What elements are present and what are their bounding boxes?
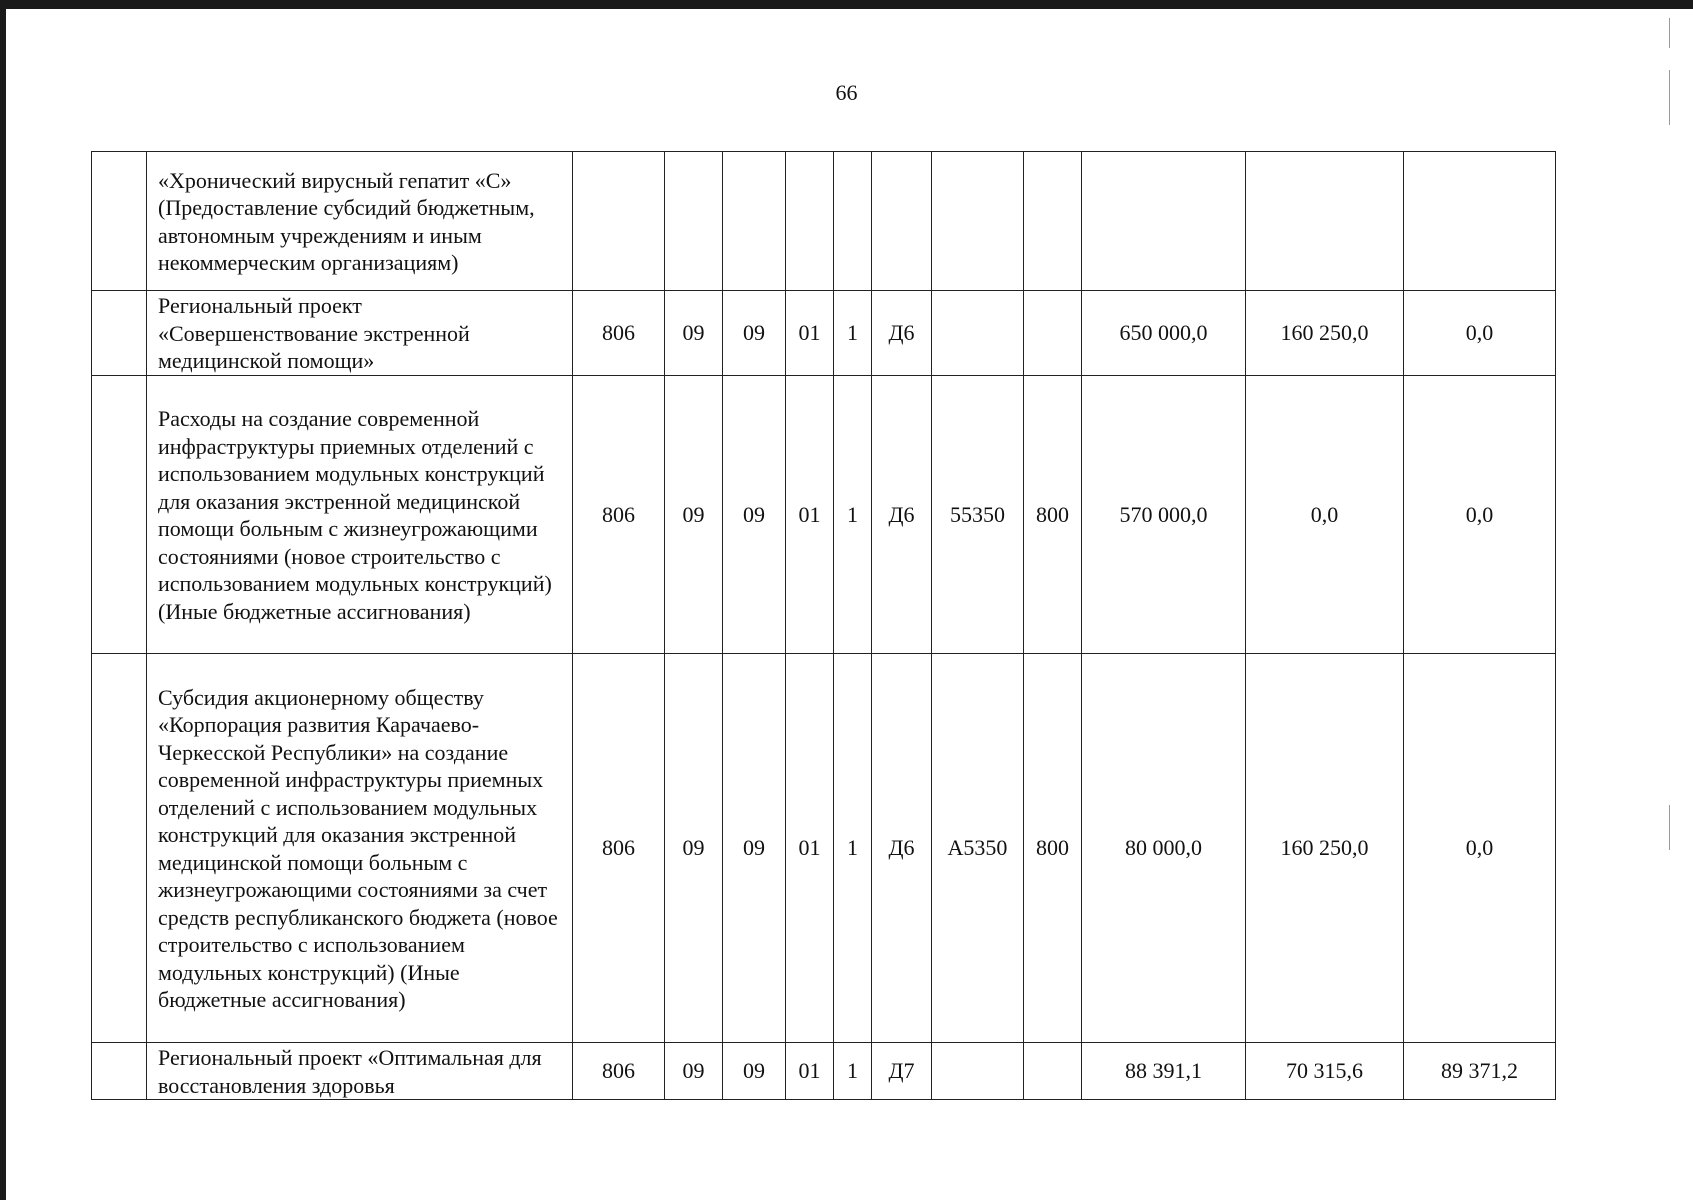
program-code-cell — [786, 152, 834, 291]
sum-year3-cell: 0,0 — [1404, 291, 1556, 376]
section-code-cell: 09 — [665, 1043, 723, 1100]
table-row — [92, 654, 1556, 1043]
table-row — [92, 152, 1556, 291]
expense-type-cell — [1024, 152, 1082, 291]
row-index-cell — [92, 152, 147, 291]
sum-year2-cell: 160 250,0 — [1246, 654, 1404, 1043]
row-name-cell: Региональный проект «Совершенствование экстренной медицинской помощи» — [147, 291, 573, 376]
section-code-cell — [665, 152, 723, 291]
sum-year3-cell: 89 371,2 — [1404, 1043, 1556, 1100]
table-row — [92, 291, 1556, 376]
direction-code-cell — [932, 291, 1024, 376]
program-code-cell: 01 — [786, 1043, 834, 1100]
direction-code-cell — [932, 1043, 1024, 1100]
sum-year2-cell: 70 315,6 — [1246, 1043, 1404, 1100]
sum-year2-cell: 0,0 — [1246, 376, 1404, 654]
expense-type-cell — [1024, 291, 1082, 376]
program-code-cell: 01 — [786, 376, 834, 654]
sum-year2-cell — [1246, 152, 1404, 291]
sum-year1-cell — [1082, 152, 1246, 291]
subsection-code-cell: 09 — [723, 376, 786, 654]
scan-left-border — [0, 0, 6, 1200]
page-number: 66 — [835, 80, 858, 105]
direction-code-cell — [932, 152, 1024, 291]
row-name-cell: Региональный проект «Оптимальная для восстановления здоровья — [147, 1043, 573, 1100]
project-code-cell: Д6 — [872, 376, 932, 654]
section-code-cell: 09 — [665, 291, 723, 376]
table-row — [92, 376, 1556, 654]
row-name-cell: «Хронический вирусный гепатит «С» (Предоставление субсидий бюджетным, автономным учреждениям и иным некоммерческим организациям) — [147, 152, 573, 291]
row-index-cell — [92, 654, 147, 1043]
program-code-cell: 01 — [786, 654, 834, 1043]
subsection-code-cell: 09 — [723, 1043, 786, 1100]
program-code-cell: 01 — [786, 291, 834, 376]
subsection-code-cell — [723, 152, 786, 291]
ministry-code-cell: 806 — [573, 376, 665, 654]
sum-year1-cell: 80 000,0 — [1082, 654, 1246, 1043]
sum-year1-cell: 650 000,0 — [1082, 291, 1246, 376]
project-code-cell: Д6 — [872, 654, 932, 1043]
sum-year2-cell: 160 250,0 — [1246, 291, 1404, 376]
row-name-cell: Субсидия акционерному обществу «Корпорация развития Карачаево-Черкесской Республики» на создание современной инфраструктуры приемных отделений с использованием модульных конструкций для оказания экстренной медицинской помощи больным с жизнеугрожающими состояниями за счет средств республиканского бюджета (новое строительство с использованием модульных конструкций) (Иные бюджетные ассигнования) — [147, 654, 573, 1043]
section-code-cell: 09 — [665, 654, 723, 1043]
expense-type-cell: 800 — [1024, 376, 1082, 654]
section-code-cell: 09 — [665, 376, 723, 654]
sum-year1-cell: 88 391,1 — [1082, 1043, 1246, 1100]
scan-edge-mark — [1669, 18, 1670, 48]
budget-table — [91, 151, 1556, 1100]
project-code-cell: Д7 — [872, 1043, 932, 1100]
sum-year3-cell: 0,0 — [1404, 654, 1556, 1043]
expense-type-cell — [1024, 1043, 1082, 1100]
expense-type-cell: 800 — [1024, 654, 1082, 1043]
project-code-cell — [872, 152, 932, 291]
direction-code-cell: А5350 — [932, 654, 1024, 1043]
sum-year3-cell: 0,0 — [1404, 376, 1556, 654]
sum-year3-cell — [1404, 152, 1556, 291]
row-index-cell — [92, 291, 147, 376]
subsection-code-cell: 09 — [723, 291, 786, 376]
ministry-code-cell — [573, 152, 665, 291]
row-index-cell — [92, 1043, 147, 1100]
subprogram-code-cell: 1 — [834, 654, 872, 1043]
scan-edge-mark — [1669, 805, 1670, 850]
subprogram-code-cell: 1 — [834, 376, 872, 654]
project-code-cell: Д6 — [872, 291, 932, 376]
row-name-cell: Расходы на создание современной инфраструктуры приемных отделений с использованием модульных конструкций для оказания экстренной медицинской помощи больным с жизнеугрожающими состояниями (новое строительство с использованием модульных конструкций) (Иные бюджетные ассигнования) — [147, 376, 573, 654]
subprogram-code-cell — [834, 152, 872, 291]
sum-year1-cell: 570 000,0 — [1082, 376, 1246, 654]
direction-code-cell: 55350 — [932, 376, 1024, 654]
subsection-code-cell: 09 — [723, 654, 786, 1043]
row-index-cell — [92, 376, 147, 654]
subprogram-code-cell: 1 — [834, 291, 872, 376]
scan-top-border — [0, 0, 1693, 9]
ministry-code-cell: 806 — [573, 654, 665, 1043]
table-row — [92, 1043, 1556, 1100]
subprogram-code-cell: 1 — [834, 1043, 872, 1100]
ministry-code-cell: 806 — [573, 291, 665, 376]
ministry-code-cell: 806 — [573, 1043, 665, 1100]
